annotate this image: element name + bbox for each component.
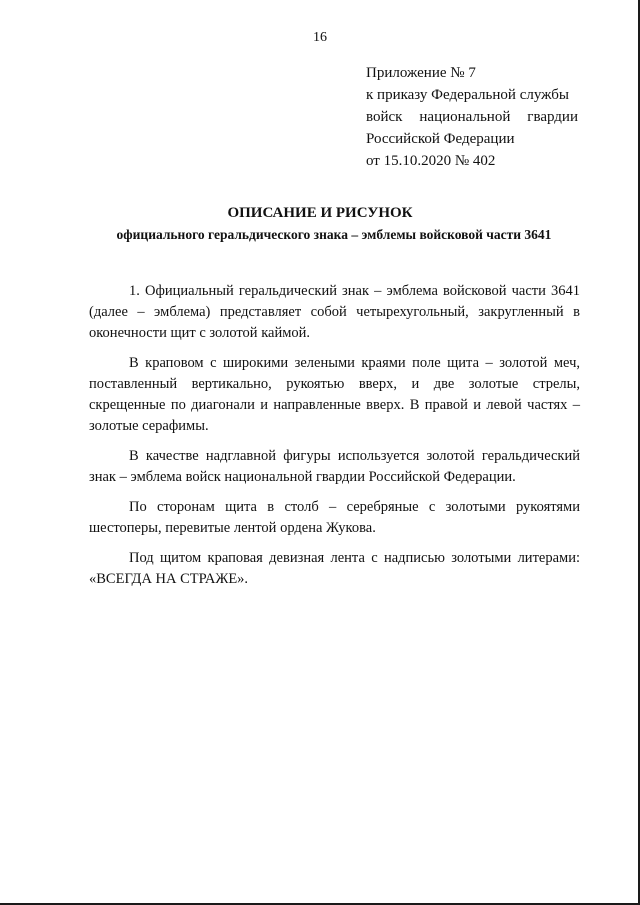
paragraph: Под щитом краповая девизная лента с надписью золотыми литерами: «ВСЕГДА НА СТРАЖЕ». — [89, 550, 580, 587]
appendix-block — [366, 62, 578, 172]
document-subtitle: официального геральдического знака – эмблемы войсковой части 3641 — [116, 227, 552, 242]
document-body — [89, 281, 580, 599]
appendix-word: национальной — [419, 109, 511, 125]
appendix-service-name — [366, 106, 578, 128]
appendix-word: войск — [366, 109, 403, 125]
appendix-country: Российской Федерации — [366, 131, 515, 147]
document-title: ОПИСАНИЕ И РИСУНОК — [227, 205, 413, 221]
paragraph: В качестве надглавной фигуры используется золотой геральдический знак – эмблема войск национальной гвардии Российской Федерации. — [89, 448, 580, 485]
paragraph: 1. Официальный геральдический знак – эмблема войсковой части 3641 (далее – эмблема) представляет собой четырехугольный, закругленный в оконечности щит с золотой каймой. — [89, 283, 580, 341]
appendix-word: гвардии — [527, 109, 578, 125]
paragraph: По сторонам щита в столб – серебряные с золотыми рукоятями шестоперы, перевитые лентой ордена Жукова. — [89, 499, 580, 536]
appendix-number: Приложение № 7 — [366, 65, 476, 81]
appendix-order-ref: к приказу Федеральной службы — [366, 87, 570, 103]
page-number: 16 — [313, 30, 327, 45]
appendix-date: от 15.10.2020 № 402 — [366, 153, 496, 169]
paragraph: В краповом с широкими зелеными краями поле щита – золотой меч, поставленный вертикально, рукоятью вверх, и две золотые стрелы, скрещенные по диагонали и направленные вверх. В правой и левой частях – золотые серафимы. — [89, 355, 580, 434]
